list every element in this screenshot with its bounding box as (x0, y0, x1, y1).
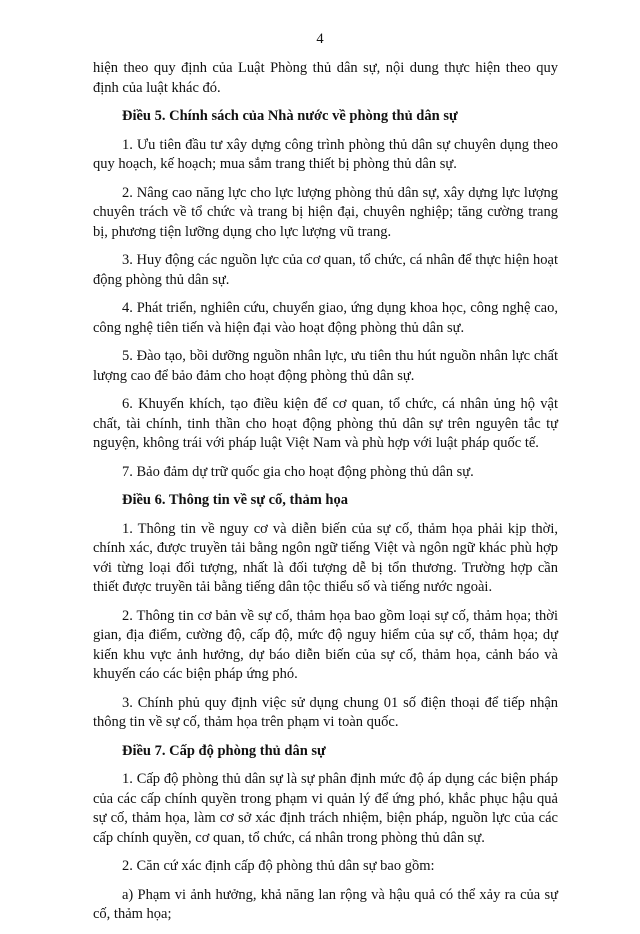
clause-paragraph: 5. Đào tạo, bồi dưỡng nguồn nhân lực, ưu tiên thu hút nguồn nhân lực chất lượng cao để bảo đảm cho hoạt động phòng thủ dân sự. (93, 348, 558, 384)
clause-paragraph: 3. Chính phủ quy định việc sử dụng chung 01 số điện thoại để tiếp nhận thông tin về sự cố, thảm họa trên phạm vi toàn quốc. (93, 694, 558, 730)
clause-paragraph: a) Phạm vi ảnh hưởng, khả năng lan rộng và hậu quả có thể xảy ra của sự cố, thảm họa; (93, 886, 558, 922)
clause-paragraph: 1. Ưu tiên đầu tư xây dựng công trình phòng thủ dân sự chuyên dụng theo quy hoạch, kế hoạch; mua sắm trang thiết bị phòng thủ dân sự. (93, 136, 558, 172)
continued-paragraph: hiện theo quy định của Luật Phòng thủ dân sự, nội dung thực hiện theo quy định của luật khác đó. (93, 60, 558, 96)
article-heading: Điều 7. Cấp độ phòng thủ dân sự (122, 742, 326, 759)
article-heading: Điều 5. Chính sách của Nhà nước về phòng thủ dân sự (122, 108, 458, 124)
clause-paragraph: 2. Nâng cao năng lực cho lực lượng phòng thủ dân sự, xây dựng lực lượng chuyên trách về tổ chức và trang bị hiện đại, chuyên nghiệp; tăng cường trang bị, phương tiện lưỡng dụng cho lực lượng vũ trang. (93, 184, 558, 240)
clause-paragraph: 3. Huy động các nguồn lực của cơ quan, tổ chức, cá nhân để thực hiện hoạt động phòng thủ dân sự. (93, 252, 558, 288)
document-body (93, 59, 558, 934)
clause-paragraph: 2. Thông tin cơ bản về sự cố, thảm họa bao gồm loại sự cố, thảm họa; thời gian, địa điểm, cường độ, cấp độ, mức độ nguy hiểm của sự cố, thảm họa; dự kiến khu vực ảnh hưởng, dự báo diễn biến của sự cố, thảm họa, cảnh báo và khuyến cáo các biện pháp ứng phó. (93, 607, 558, 682)
clause-paragraph: 4. Phát triển, nghiên cứu, chuyển giao, ứng dụng khoa học, công nghệ cao, công nghệ tiên tiến và hiện đại vào hoạt động phòng thủ dân sự. (93, 300, 558, 336)
clause-paragraph: 7. Bảo đảm dự trữ quốc gia cho hoạt động phòng thủ dân sự. (122, 463, 474, 480)
page-number: 4 (316, 31, 324, 47)
clause-paragraph: 1. Cấp độ phòng thủ dân sự là sự phân định mức độ áp dụng các biện pháp của các cấp chính quyền trong phạm vi quản lý để ứng phó, khắc phục hậu quả sự cố, thảm họa, làm cơ sở xác định trách nhiệm, biện pháp, nguồn lực của các cấp chính quyền, cơ quan, tổ chức, cá nhân trong phòng thủ dân sự. (93, 771, 558, 846)
clause-paragraph: 6. Khuyến khích, tạo điều kiện để cơ quan, tổ chức, cá nhân ủng hộ vật chất, tài chính, tinh thần cho hoạt động phòng thủ dân sự trên nguyên tắc tự nguyện, không trái với pháp luật Việt Nam và phù hợp với luật pháp quốc tế. (93, 396, 558, 451)
article-heading: Điều 6. Thông tin về sự cố, thảm họa (122, 492, 348, 508)
clause-paragraph: 2. Căn cứ xác định cấp độ phòng thủ dân sự bao gồm: (122, 858, 435, 874)
clause-paragraph: 1. Thông tin về nguy cơ và diễn biến của sự cố, thảm họa phải kịp thời, chính xác, được truyền tải bằng ngôn ngữ tiếng Việt và ngôn ngữ khác phù hợp với từng loại đối tượng, nhất là đối tượng dễ bị tổn thương. Trường hợp cần thiết được truyền tải bằng tiếng dân tộc thiểu số và tiếng nước ngoài. (93, 520, 558, 595)
